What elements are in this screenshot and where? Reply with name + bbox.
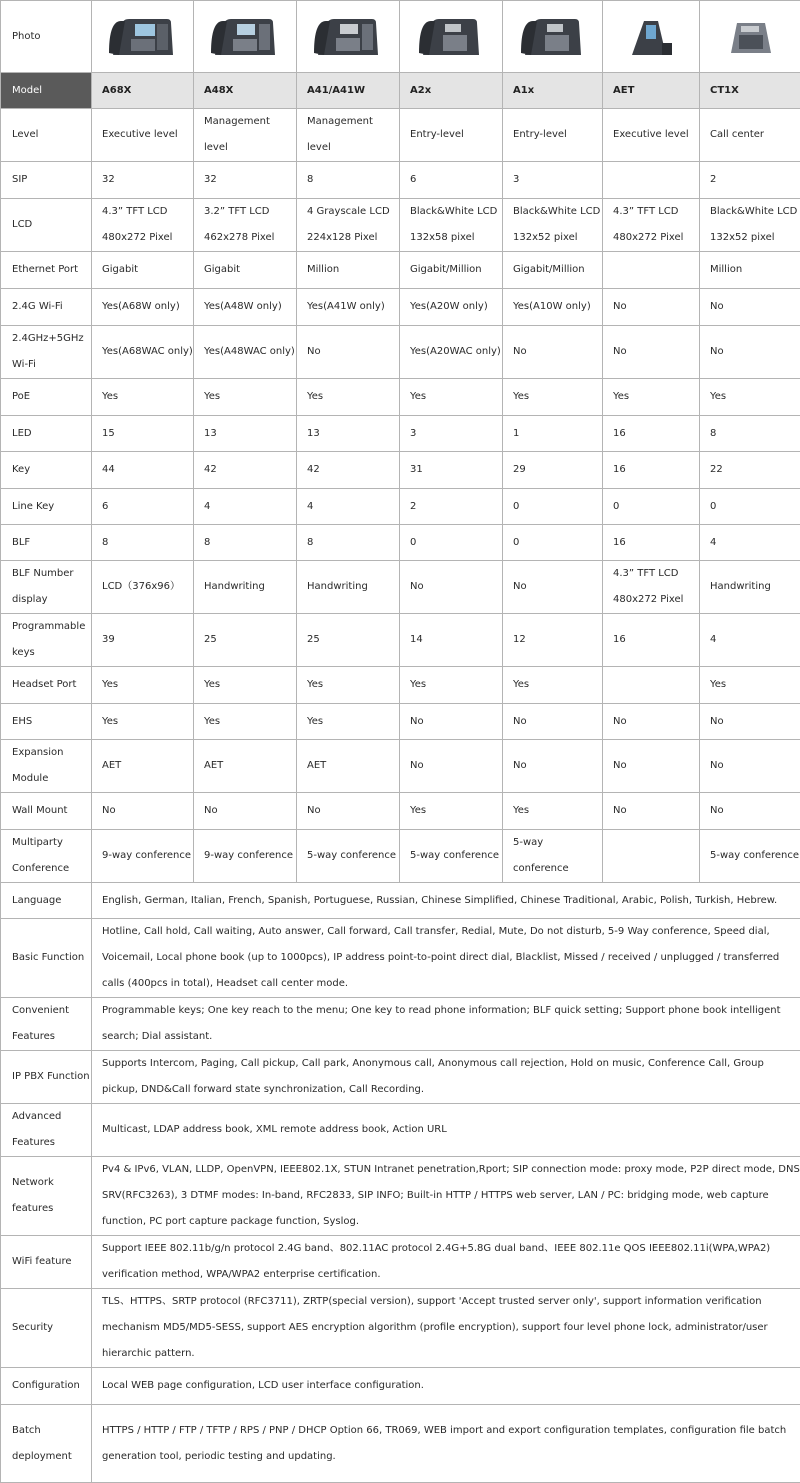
spec-cell [603,162,700,199]
spec-cell: 4 [700,614,800,667]
feature-label: Security [1,1289,92,1368]
feature-text: Multicast, LDAP address book, XML remote address book, Action URL [92,1104,800,1157]
spec-cell: No [603,793,700,830]
feature-text: TLS、HTTPS、SRTP protocol (RFC3711), ZRTP(special version), support 'Accept trusted server only', support information verification mechanism MD5/MD5-SESS, support AES encryption algorithm (profile encryption), support four level phone lock, administrator/user hierarchic pattern. [92,1289,800,1368]
spec-cell: 0 [603,489,700,525]
spec-cell: No [700,740,800,793]
spec-cell: 1 [503,416,603,452]
feature-text: Programmable keys; One key reach to the menu; One key to read phone information; BLF quick setting; Support phone book intelligent search; Dial assistant. [92,998,800,1051]
photo-row [1,1,800,73]
feature-text: Supports Intercom, Paging, Call pickup, Call park, Anonymous call, Anonymous call rejection, Hold on music, Conference Call, Group pickup, DND&Call forward state synchronization, Call Recording. [92,1051,800,1104]
spec-cell: No [603,704,700,740]
spec-cell: 3.2” TFT LCD 462x278 Pixel [194,199,297,252]
row-label: BLF Number display [1,561,92,614]
feature-text: English, German, Italian, French, Spanish, Portuguese, Russian, Chinese Simplified, Chinese Traditional, Arabic, Polish, Turkish, Hebrew. [92,883,800,919]
spec-cell: 2 [400,489,503,525]
spec-cell: Yes [194,379,297,416]
spec-cell: 25 [297,614,400,667]
call-center-phone-icon [727,17,773,57]
row-label: LCD [1,199,92,252]
spec-cell: 42 [194,452,297,489]
row-label: Expansion Module [1,740,92,793]
row-label: Multiparty Conference [1,830,92,883]
spec-cell: No [400,561,503,614]
spec-cell: 0 [503,525,603,561]
spec-cell: No [700,704,800,740]
spec-cell: Yes [92,379,194,416]
spec-cell: Million [297,252,400,289]
spec-cell: Yes(A48W only) [194,289,297,326]
feature-label: Network features [1,1157,92,1236]
spec-row-led [1,416,800,452]
spec-row-poe [1,379,800,416]
spec-cell: Yes [700,379,800,416]
spec-cell: No [503,561,603,614]
feature-label: Basic Function [1,919,92,998]
feature-row-ip-pbx-function [1,1051,800,1104]
spec-cell: Black&White LCD 132x58 pixel [400,199,503,252]
spec-cell: No [503,326,603,379]
spec-cell: Management level [194,109,297,162]
spec-row-2-4g-wi-fi [1,289,800,326]
spec-row-blf [1,525,800,561]
feature-row-convenient-features [1,998,800,1051]
spec-cell: Yes [603,379,700,416]
spec-cell: Yes [92,667,194,704]
spec-row-expansion-module [1,740,800,793]
spec-cell: 4.3” TFT LCD 480x272 Pixel [603,199,700,252]
row-label: Programmable keys [1,614,92,667]
spec-cell: Yes(A48WAC only) [194,326,297,379]
model-header-row [1,73,800,109]
row-label: Ethernet Port [1,252,92,289]
spec-row-programmable-keys [1,614,800,667]
model-label: Model [1,73,92,109]
spec-cell: Yes(A20W only) [400,289,503,326]
spec-cell: No [194,793,297,830]
spec-cell [603,830,700,883]
spec-cell: 16 [603,416,700,452]
spec-cell: 4 [297,489,400,525]
spec-cell: 32 [92,162,194,199]
desk-phone-icon [107,15,179,59]
spec-cell: 4.3” TFT LCD 480x272 Pixel [92,199,194,252]
spec-cell: Yes [297,667,400,704]
photo-cell [503,1,603,73]
spec-cell: No [603,289,700,326]
row-label: SIP [1,162,92,199]
row-label: 2.4G Wi-Fi [1,289,92,326]
spec-cell: No [700,326,800,379]
spec-cell: 8 [700,416,800,452]
spec-cell: Gigabit [194,252,297,289]
spec-cell: No [700,289,800,326]
spec-row-2-4ghz-5ghz-wi-fi [1,326,800,379]
photo-cell [603,1,700,73]
spec-cell: 6 [400,162,503,199]
spec-cell: No [400,704,503,740]
spec-cell: 4 [700,525,800,561]
spec-cell: Yes [400,379,503,416]
feature-row-advanced-features [1,1104,800,1157]
spec-cell: Gigabit/Million [400,252,503,289]
row-label: LED [1,416,92,452]
model-name: A1x [503,73,603,109]
spec-cell: 16 [603,525,700,561]
row-label: Line Key [1,489,92,525]
feature-text: HTTPS / HTTP / FTP / TFTP / RPS / PNP / DHCP Option 66, TR069, WEB import and export configuration templates, configuration file batch generation tool, periodic testing and updating. [92,1405,800,1483]
spec-cell: No [603,740,700,793]
model-name: A68X [92,73,194,109]
spec-row-lcd [1,199,800,252]
spec-row-sip [1,162,800,199]
spec-cell: No [503,740,603,793]
feature-text: Pv4 & IPv6, VLAN, LLDP, OpenVPN, IEEE802.1X, STUN Intranet penetration,Rport; SIP connection mode: proxy mode, P2P direct mode, DNS SRV(RFC3263), 3 DTMF modes: In-band, RFC2833, SIP INFO; Built-in HTTP / HTTPS web server, LAN / PC: bridging mode, web capture function, PC port capture package function, Syslog. [92,1157,800,1236]
spec-cell: Gigabit/Million [503,252,603,289]
spec-cell: 13 [194,416,297,452]
model-name: AET [603,73,700,109]
spec-cell: 5-way conference [297,830,400,883]
spec-cell: Handwriting [700,561,800,614]
spec-cell: 15 [92,416,194,452]
spec-cell: Yes [503,793,603,830]
spec-cell: 25 [194,614,297,667]
spec-cell: Yes [400,667,503,704]
spec-cell: 2 [700,162,800,199]
spec-cell: Entry-level [400,109,503,162]
spec-cell: 29 [503,452,603,489]
row-label: Key [1,452,92,489]
spec-cell: 8 [194,525,297,561]
spec-cell: Yes [400,793,503,830]
spec-cell: Handwriting [194,561,297,614]
expansion-module-icon [626,15,676,59]
spec-row-key [1,452,800,489]
desk-phone-icon [312,15,384,59]
spec-cell: Yes [92,704,194,740]
spec-cell: 4.3” TFT LCD 480x272 Pixel [603,561,700,614]
spec-cell: Handwriting [297,561,400,614]
feature-row-language [1,883,800,919]
spec-cell: Black&White LCD 132x52 pixel [700,199,800,252]
spec-row-headset-port [1,667,800,704]
model-name: A48X [194,73,297,109]
feature-label: WiFi feature [1,1236,92,1289]
spec-cell: Call center [700,109,800,162]
spec-cell: No [503,704,603,740]
spec-cell: No [92,793,194,830]
spec-cell: 8 [297,162,400,199]
model-name: CT1X [700,73,800,109]
model-name: A2x [400,73,503,109]
spec-cell: Million [700,252,800,289]
spec-cell: 3 [503,162,603,199]
spec-cell: 13 [297,416,400,452]
row-label: Level [1,109,92,162]
spec-cell: Yes(A68W only) [92,289,194,326]
desk-phone-icon [415,15,487,59]
feature-label: IP PBX Function [1,1051,92,1104]
photo-cell [700,1,800,73]
spec-cell: 5-way conference [700,830,800,883]
spec-cell: 4 [194,489,297,525]
spec-cell: 8 [297,525,400,561]
photo-cell [92,1,194,73]
feature-row-configuration [1,1368,800,1405]
desk-phone-icon [209,15,281,59]
spec-cell: 5-way conference [503,830,603,883]
spec-cell: Executive level [92,109,194,162]
feature-label: Convenient Features [1,998,92,1051]
spec-row-wall-mount [1,793,800,830]
spec-cell: Yes [194,704,297,740]
feature-text: Support IEEE 802.11b/g/n protocol 2.4G band、802.11AC protocol 2.4G+5.8G dual band、IEEE 802.11e QOS IEEE802.11i(WPA,WPA2) verification method, WPA/WPA2 enterprise certification. [92,1236,800,1289]
feature-row-security [1,1289,800,1368]
feature-label: Language [1,883,92,919]
spec-cell: Yes(A68WAC only) [92,326,194,379]
spec-cell: 0 [400,525,503,561]
spec-cell: AET [92,740,194,793]
spec-cell: 0 [503,489,603,525]
feature-row-wifi-feature [1,1236,800,1289]
spec-cell: 44 [92,452,194,489]
spec-cell: 4 Grayscale LCD 224x128 Pixel [297,199,400,252]
spec-cell: 9-way conference [92,830,194,883]
spec-cell: 5-way conference [400,830,503,883]
spec-row-blf-number-display [1,561,800,614]
spec-cell: LCD（376x96） [92,561,194,614]
spec-cell: No [700,793,800,830]
feature-row-basic-function [1,919,800,998]
spec-cell: Yes [297,704,400,740]
spec-row-ethernet-port [1,252,800,289]
feature-label: Advanced Features [1,1104,92,1157]
spec-row-ehs [1,704,800,740]
row-label: PoE [1,379,92,416]
feature-text: Local WEB page configuration, LCD user interface configuration. [92,1368,800,1405]
row-label: Headset Port [1,667,92,704]
feature-label: Configuration [1,1368,92,1405]
spec-cell: 14 [400,614,503,667]
row-label: EHS [1,704,92,740]
spec-cell: AET [194,740,297,793]
feature-text: Hotline, Call hold, Call waiting, Auto answer, Call forward, Call transfer, Redial, Mute, Do not disturb, 5-9 Way conference, Speed dial, Voicemail, Local phone book (up to 1000pcs), IP address point-to-point direct dial, Blacklist, Missed / received / unplugged / transferred calls (400pcs in total), Headset call center mode. [92,919,800,998]
spec-cell: Yes [700,667,800,704]
row-label: 2.4GHz+5GHz Wi-Fi [1,326,92,379]
spec-cell: 42 [297,452,400,489]
row-label: Wall Mount [1,793,92,830]
spec-cell: 8 [92,525,194,561]
photo-label: Photo [1,1,92,73]
spec-cell: Yes(A10W only) [503,289,603,326]
spec-cell [603,252,700,289]
photo-cell [297,1,400,73]
spec-row-multiparty-conference [1,830,800,883]
spec-cell: AET [297,740,400,793]
spec-cell: Management level [297,109,400,162]
spec-cell: No [400,740,503,793]
spec-cell: Yes(A41W only) [297,289,400,326]
spec-cell: 16 [603,614,700,667]
spec-cell: Black&White LCD 132x52 pixel [503,199,603,252]
spec-cell: Executive level [603,109,700,162]
feature-row-network-features [1,1157,800,1236]
feature-label: Batch deployment [1,1405,92,1483]
spec-cell: 6 [92,489,194,525]
spec-cell: No [297,326,400,379]
spec-cell: Yes [194,667,297,704]
spec-cell [603,667,700,704]
desk-phone-icon [517,15,589,59]
spec-cell: 0 [700,489,800,525]
photo-cell [194,1,297,73]
row-label: BLF [1,525,92,561]
spec-row-line-key [1,489,800,525]
spec-cell: 31 [400,452,503,489]
spec-cell: Yes [503,379,603,416]
spec-cell: 39 [92,614,194,667]
spec-cell: 12 [503,614,603,667]
spec-row-level [1,109,800,162]
spec-cell: 3 [400,416,503,452]
spec-cell: No [603,326,700,379]
feature-row-batch-deployment [1,1405,800,1483]
model-name: A41/A41W [297,73,400,109]
spec-cell: No [297,793,400,830]
spec-cell: Yes(A20WAC only) [400,326,503,379]
spec-cell: 22 [700,452,800,489]
spec-cell: 16 [603,452,700,489]
spec-cell: Entry-level [503,109,603,162]
spec-cell: 32 [194,162,297,199]
spec-cell: Gigabit [92,252,194,289]
spec-cell: 9-way conference [194,830,297,883]
spec-cell: Yes [297,379,400,416]
spec-cell: Yes [503,667,603,704]
photo-cell [400,1,503,73]
